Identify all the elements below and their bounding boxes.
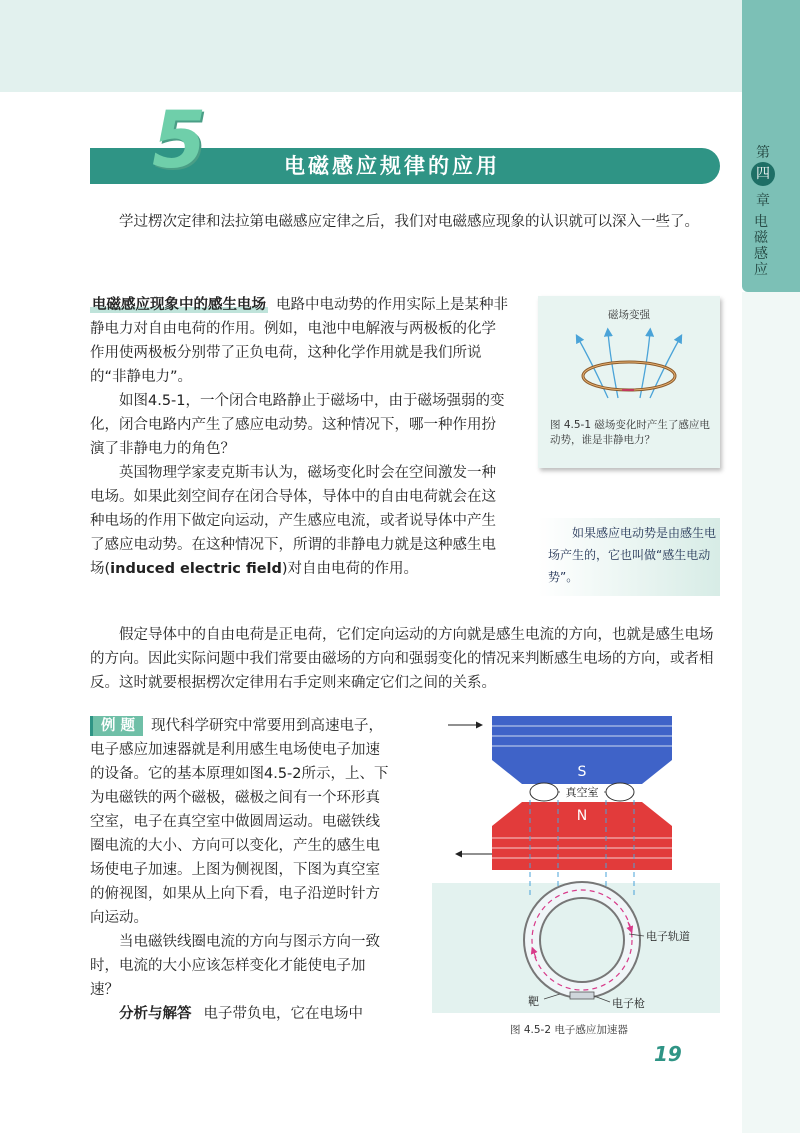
section-title: 电磁感应规律的应用 <box>284 154 500 178</box>
vacuum-chamber-right <box>606 783 634 801</box>
top-band <box>0 0 742 92</box>
figure-4-5-2-caption: 图 4.5-2 电子感应加速器 <box>510 1024 628 1036</box>
changing-field-loop-illustration <box>538 296 720 416</box>
example-p1-text: 现代科学研究中常要用到高速电子，电子感应加速器就是利用感生电场使电子加速的设备。它的基本原理如图4.5-2所示，上、下为电磁铁的两个磁极，磁极之间有一个环形真空室，电子在真空室中做圆周运动。电磁铁线圈电流的大小、方向可以变化，产生的感生电场使电子加速。上图为侧视图，下图为真空室的俯视图，如果从上向下看，电子沿逆时针方向运动。 <box>90 718 389 926</box>
figure-4-5-1-caption: 图 4.5-1 磁场变化时产生了感应电动势，谁是非静电力？ <box>550 419 710 446</box>
analysis-text: 电子带负电，它在电场中 <box>203 1006 363 1022</box>
example-p1 <box>90 714 390 930</box>
target-label: 靶 <box>528 995 539 1008</box>
assume-paragraph: 假定导体中的自由电荷是正电荷，它们定向运动的方向就是感生电流的方向，也就是感生电场的方向。因此实际问题中我们常要由磁场的方向和强弱变化的情况来判断感生电场的方向，或者相反。这时就要根据楞次定律用右手定则来确定它们之间的关系。 <box>90 627 714 691</box>
figure-4-5-2 <box>432 708 720 1013</box>
s-pole-coil <box>492 716 672 760</box>
betatron-illustration <box>432 708 720 1013</box>
chamber-inner-ring <box>540 898 624 982</box>
s-pole-label: S <box>577 764 587 780</box>
chapter-prefix: 第 <box>756 145 770 161</box>
sub-heading: 电磁感应现象中的感生电场 <box>92 297 266 313</box>
chapter-number: 四 <box>751 162 775 186</box>
induced-field-p1 <box>90 293 510 389</box>
page-number: 19 <box>654 1042 682 1066</box>
example-section <box>90 714 390 1026</box>
induced-field-section <box>90 293 510 581</box>
english-term: induced electric field <box>110 561 282 577</box>
chapter-title: 电磁感应 <box>754 214 768 278</box>
p1-text: 电路中电动势的作用实际上是某种非静电力对自由电荷的作用。例如，电池中电解液与两极板的化学作用使两极板分别带了正负电荷，这种化学作用就是我们所说的“非静电力”。 <box>90 297 508 385</box>
side-note-text: 如果感应电动势是由感生电场产生的，它也叫做“感生电动势”。 <box>548 526 717 584</box>
example-p2: 当电磁铁线圈电流的方向与图示方向一致时，电流的大小应该怎样变化才能使电子加速？ <box>90 934 380 998</box>
intro-paragraph: 学过楞次定律和法拉第电磁感应定律之后，我们对电磁感应现象的认识就可以深入一些了。 <box>119 214 699 230</box>
example-analysis <box>90 1002 390 1026</box>
example-label: 例 题 <box>90 716 143 736</box>
side-strip <box>742 292 800 1133</box>
p3-text-a: 英国物理学家麦克斯韦认为，磁场变化时会在空间激发一种电场。如果此刻空间存在闭合导体，导体中的自由电荷就会在这种电场的作用下做定向运动，产生感应电流，或者说导体中产生了感应电动势。在这种情况下，所谓的非静电力就是这种感生电场( <box>90 465 496 577</box>
n-pole-label: N <box>576 808 588 824</box>
chapter-suffix: 章 <box>756 193 770 209</box>
vacuum-chamber-label: 真空室 <box>565 786 599 799</box>
induced-field-p3 <box>90 461 510 581</box>
vacuum-chamber-left <box>530 783 558 801</box>
induced-field-p2: 如图4.5-1，一个闭合电路静止于磁场中，由于磁场强弱的变化，闭合电路内产生了感应电动势。这种情况下，哪一种作用扮演了非静电力的角色？ <box>90 393 505 457</box>
p3-text-b: )对自由电荷的作用。 <box>281 561 419 577</box>
section-number: 5 <box>152 96 207 186</box>
electron-orbit-label: 电子轨道 <box>646 930 690 943</box>
field-label: 磁场变强 <box>608 309 650 321</box>
electron-gun-label: 电子枪 <box>612 997 645 1010</box>
closed-loop-highlight <box>583 362 675 390</box>
analysis-label: 分析与解答 <box>119 1006 192 1022</box>
electron-gun <box>570 992 594 999</box>
